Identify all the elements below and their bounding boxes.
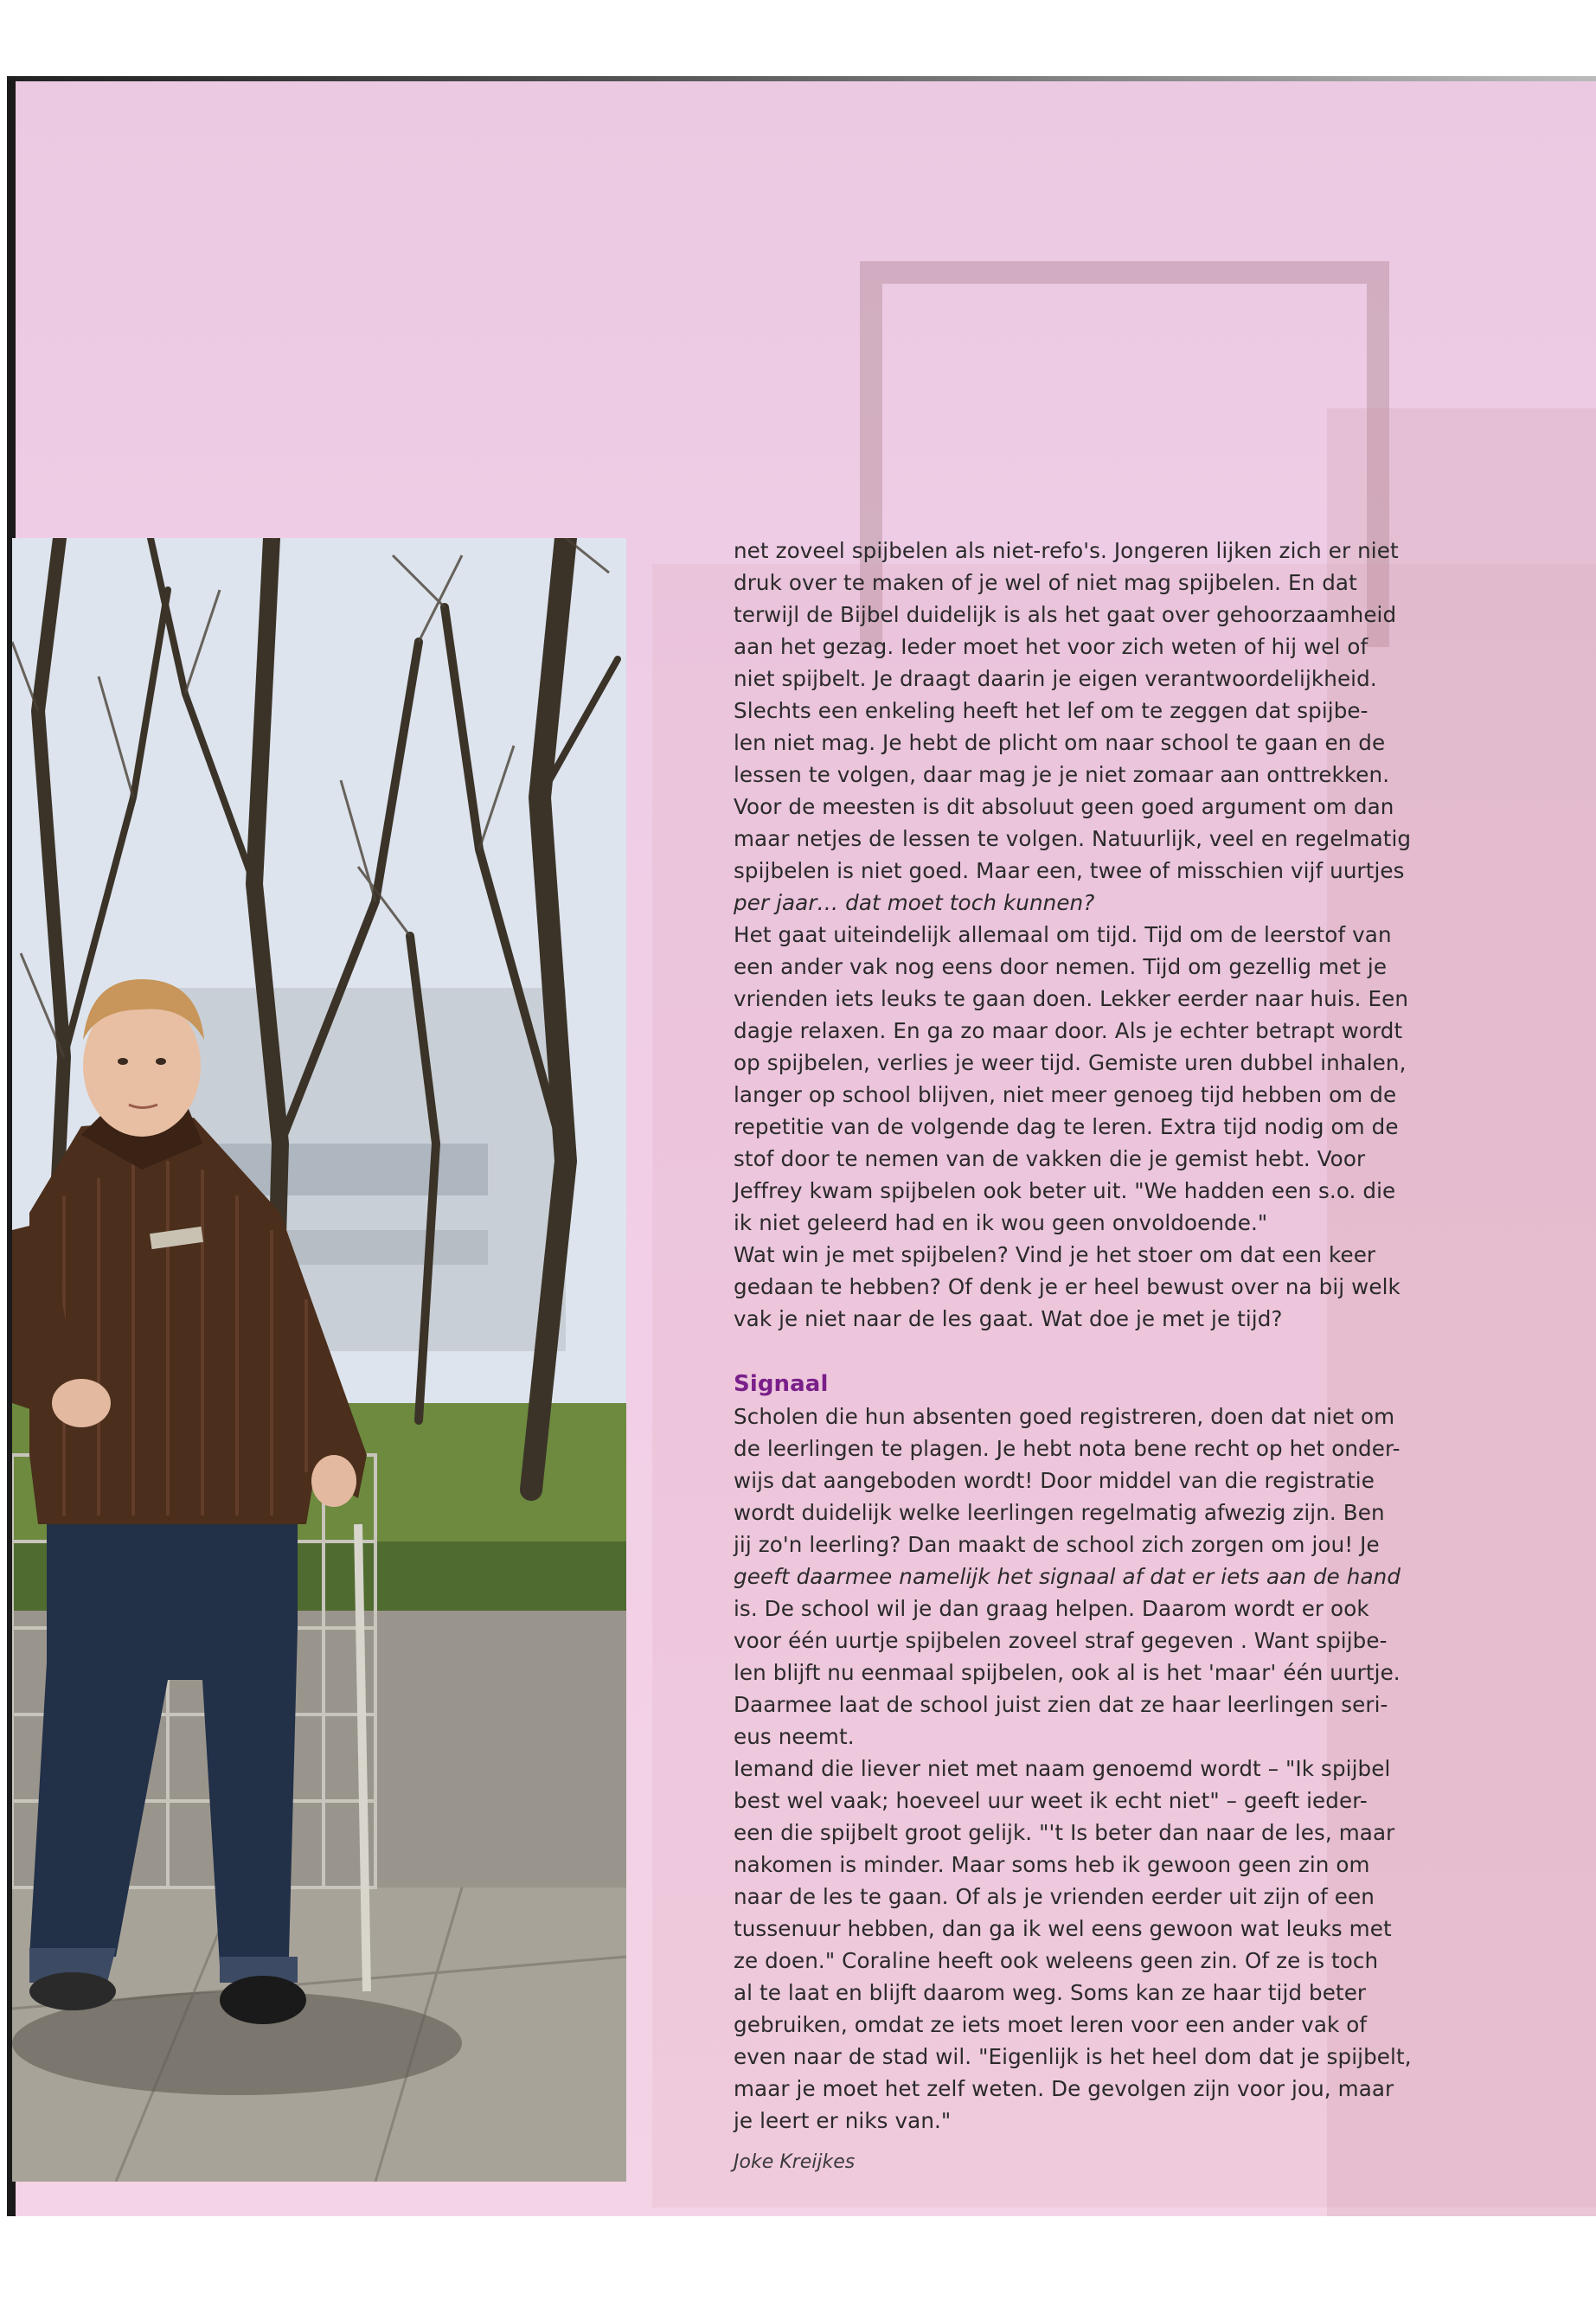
article-line: len blijft nu eenmaal spijbelen, ook al is het 'maar' één uurtje. (734, 1660, 1401, 1685)
article-line: lessen te volgen, daar mag je je niet zomaar aan onttrekken. (734, 762, 1390, 787)
article-line: jij zo'n leerling? Dan maakt de school zich zorgen om jou! Je (734, 1532, 1380, 1557)
article-line: langer op school blijven, niet meer genoeg tijd hebben om de (734, 1082, 1397, 1107)
article-line: naar de les te gaan. Of als je vrienden eerder uit zijn of een (734, 1884, 1375, 1909)
article-line: Slechts een enkeling heeft het lef om te zeggen dat spijbe- (734, 698, 1368, 723)
article-line: ze doen." Coraline heeft ook weleens geen zin. Of ze is toch (734, 1948, 1379, 1973)
article-line: op spijbelen, verlies je weer tijd. Gemiste uren dubbel inhalen, (734, 1050, 1407, 1075)
section-heading: Signaal (734, 1371, 829, 1397)
top-rule (7, 76, 1596, 81)
article-line: best wel vaak; hoeveel uur weet ik echt niet" – geeft ieder- (734, 1788, 1368, 1813)
article-line: vak je niet naar de les gaat. Wat doe je met je tijd? (734, 1306, 1283, 1331)
article-line: terwijl de Bijbel duidelijk is als het gaat over gehoorzaamheid (734, 602, 1397, 627)
article-line: Daarmee laat de school juist zien dat ze haar leerlingen seri- (734, 1692, 1388, 1717)
article-line: druk over te maken of je wel of niet mag spijbelen. En dat (734, 570, 1357, 595)
author-byline: Joke Kreijkes (734, 2151, 856, 2173)
article-line: Jeffrey kwam spijbelen ook beter uit. "We hadden een s.o. die (734, 1178, 1396, 1203)
article-line-italic: geeft daarmee namelijk het signaal af dat er iets aan de hand (734, 1564, 1401, 1589)
article-line: even naar de stad wil. "Eigenlijk is het heel dom dat je spijbelt, (734, 2044, 1412, 2069)
article-line: de leerlingen te plagen. Je hebt nota bene recht op het onder- (734, 1436, 1401, 1461)
article-line: een die spijbelt groot gelijk. "'t Is beter dan naar de les, maar (734, 1820, 1395, 1845)
article-line: een ander vak nog eens door nemen. Tijd om gezellig met je (734, 954, 1388, 979)
article-line: wordt duidelijk welke leerlingen regelmatig afwezig zijn. Ben (734, 1500, 1385, 1525)
student-photo (12, 538, 626, 2182)
article-line: Voor de meesten is dit absoluut geen goed argument om dan (734, 794, 1394, 819)
article-line: aan het gezag. Ieder moet het voor zich weten of hij wel of (734, 634, 1368, 659)
article-line: gedaan te hebben? Of denk je er heel bewust over na bij welk (734, 1274, 1401, 1299)
article-line: repetitie van de volgende dag te leren. Extra tijd nodig om de (734, 1114, 1399, 1139)
article-line: Het gaat uiteindelijk allemaal om tijd. Tijd om de leerstof van (734, 922, 1392, 947)
article-line: Iemand die liever niet met naam genoemd wordt – "Ik spijbel (734, 1756, 1391, 1781)
article-line: len niet mag. Je hebt de plicht om naar school te gaan en de (734, 730, 1386, 755)
article-line: eus neemt. (734, 1724, 855, 1749)
article-line: ik niet geleerd had en ik wou geen onvoldoende." (734, 1210, 1268, 1235)
article-line: vrienden iets leuks te gaan doen. Lekker eerder naar huis. Een (734, 986, 1409, 1011)
article-line: stof door te nemen van de vakken die je gemist hebt. Voor (734, 1146, 1366, 1171)
article-line: wijs dat aangeboden wordt! Door middel van die registratie (734, 1468, 1375, 1493)
article-line-italic: per jaar… dat moet toch kunnen? (734, 890, 1095, 915)
article-line: net zoveel spijbelen als niet-refo's. Jongeren lijken zich er niet (734, 538, 1399, 563)
article-line: gebruiken, omdat ze iets moet leren voor een ander vak of (734, 2012, 1368, 2037)
article-line: je leert er niks van." (734, 2108, 952, 2133)
article-line: Wat win je met spijbelen? Vind je het stoer om dat een keer (734, 1242, 1376, 1267)
article-line: spijbelen is niet goed. Maar een, twee of misschien vijf uurtjes (734, 858, 1405, 883)
article-line: nakomen is minder. Maar soms heb ik gewoon geen zin om (734, 1852, 1370, 1877)
article-body (734, 535, 1495, 2137)
article-line: voor één uurtje spijbelen zoveel straf gegeven . Want spijbe- (734, 1628, 1388, 1653)
article-line: Scholen die hun absenten goed registreren, doen dat niet om (734, 1404, 1395, 1429)
article-line: al te laat en blijft daarom weg. Soms kan ze haar tijd beter (734, 1980, 1367, 2005)
article-line: niet spijbelt. Je draagt daarin je eigen verantwoordelijkheid. (734, 666, 1377, 691)
article-line: tussenuur hebben, dan ga ik wel eens gewoon wat leuks met (734, 1916, 1392, 1941)
article-line: dagje relaxen. En ga zo maar door. Als je echter betrapt wordt (734, 1018, 1403, 1043)
article-line: maar netjes de lessen te volgen. Natuurlijk, veel en regelmatig (734, 826, 1412, 851)
article-line: is. De school wil je dan graag helpen. Daarom wordt er ook (734, 1596, 1369, 1621)
article-line: maar je moet het zelf weten. De gevolgen zijn voor jou, maar (734, 2076, 1394, 2101)
